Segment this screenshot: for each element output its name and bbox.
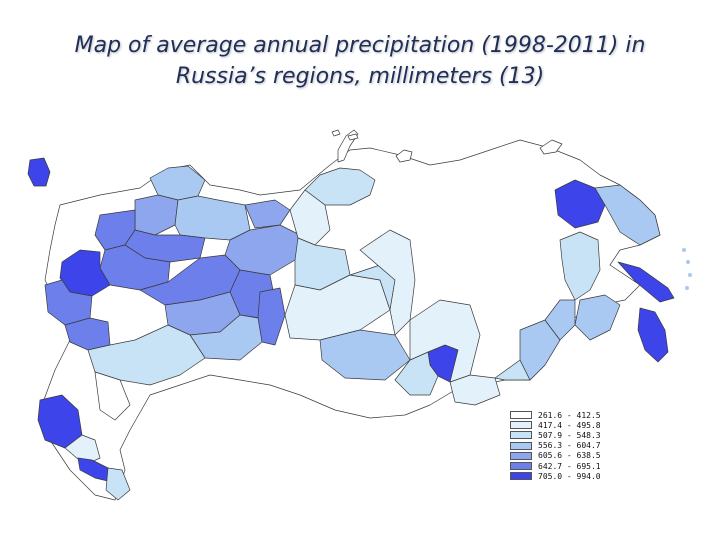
legend-label: 417.4 - 495.8 xyxy=(538,420,601,430)
legend-item xyxy=(510,451,650,461)
region-kaliningrad xyxy=(28,158,50,186)
legend-item xyxy=(510,471,650,481)
legend-label: 507.9 - 548.3 xyxy=(538,430,601,440)
legend-item xyxy=(510,430,650,440)
map-legend xyxy=(510,410,650,481)
legend-swatch xyxy=(510,431,532,439)
map-title-line-1: Map of average annual precipitation (1998-2011) in xyxy=(74,33,646,58)
kuril-island xyxy=(682,248,686,252)
legend-label: 605.6 - 638.5 xyxy=(538,451,601,461)
kuril-island xyxy=(685,286,689,290)
map-title-line-2: Russia’s regions, millimeters (13) xyxy=(175,64,545,89)
legend-item xyxy=(510,410,650,420)
legend-label: 642.7 - 695.1 xyxy=(538,461,601,471)
legend-item xyxy=(510,441,650,451)
legend-swatch xyxy=(510,472,532,480)
legend-swatch xyxy=(510,462,532,470)
legend-item xyxy=(510,420,650,430)
legend-swatch xyxy=(510,452,532,460)
region-severnaya-zemlya xyxy=(396,150,412,162)
legend-label: 556.3 - 604.7 xyxy=(538,441,601,451)
kuril-island xyxy=(688,273,692,277)
legend-swatch xyxy=(510,442,532,450)
legend-swatch xyxy=(510,421,532,429)
map-title xyxy=(20,30,700,92)
region-sakhalin-south xyxy=(638,308,668,362)
legend-item xyxy=(510,461,650,471)
kuril-island xyxy=(686,260,690,264)
legend-swatch xyxy=(510,411,532,419)
legend-label: 261.6 - 412.5 xyxy=(538,410,601,420)
region-khabarovsk xyxy=(575,295,620,340)
legend-label: 705.0 - 994.0 xyxy=(538,471,601,481)
